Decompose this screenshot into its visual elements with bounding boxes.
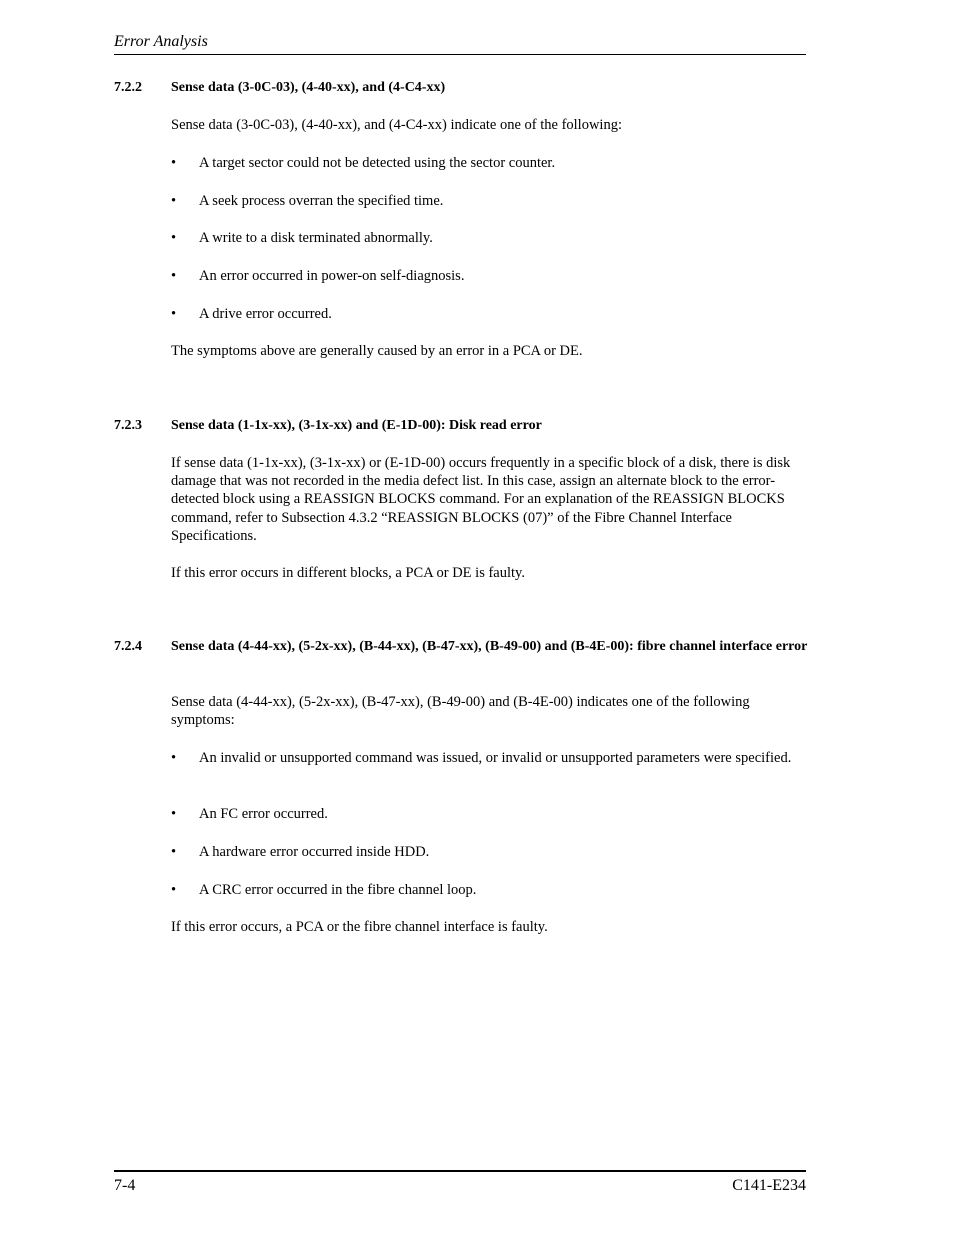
list-item — [171, 805, 805, 823]
bullet-glyph: • — [171, 193, 177, 209]
bullet-glyph: • — [171, 268, 177, 284]
list-item — [171, 154, 805, 172]
list-item — [171, 881, 805, 899]
section-closing: The symptoms above are generally caused by an error in a PCA or DE. — [171, 343, 583, 359]
section-paragraph: If sense data (1-1x-xx), (3-1x-xx) or (E-1D-00) occurs frequently in a specific block of a disk, there is disk damage that was not recorded in the media defect list. In this case, assign an alternate block to the error-detected block using a REASSIGN BLOCKS command. For an explanation of the REASSIGN BLOCKS command, refer to Subsection 4.3.2 “REASSIGN BLOCKS (07)” of the Fibre Channel Interface Specifications. — [171, 455, 791, 544]
list-item — [171, 749, 805, 767]
list-item-text: A drive error occurred. — [199, 306, 332, 322]
bullet-glyph: • — [171, 750, 177, 766]
section-title: Sense data (4-44-xx), (5-2x-xx), (B-44-xx), (B-47-xx), (B-49-00) and (B-4E-00): fibre channel interface error — [171, 639, 808, 654]
list-item — [171, 229, 805, 247]
document-id: C141-E234 — [732, 1177, 806, 1194]
list-item — [171, 267, 805, 285]
list-item-text: An FC error occurred. — [199, 806, 328, 822]
header-rule — [114, 54, 806, 55]
list-item-text: A target sector could not be detected using the sector counter. — [199, 155, 556, 171]
section-intro: Sense data (3-0C-03), (4-40-xx), and (4-C4-xx) indicate one of the following: — [171, 117, 622, 133]
list-item — [171, 305, 805, 323]
section-paragraph: If this error occurs in different blocks, a PCA or DE is faulty. — [171, 565, 525, 581]
list-item-text: A hardware error occurred inside HDD. — [199, 844, 430, 860]
list-item-text: A write to a disk terminated abnormally. — [199, 230, 433, 246]
section-number: 7.2.3 — [114, 418, 142, 433]
bullet-glyph: • — [171, 230, 177, 246]
bullet-glyph: • — [171, 306, 177, 322]
bullet-glyph: • — [171, 844, 177, 860]
section-title: Sense data (1-1x-xx), (3-1x-xx) and (E-1D-00): Disk read error — [171, 418, 542, 433]
section-number: 7.2.4 — [114, 639, 142, 654]
list-item — [171, 192, 805, 210]
running-header: Error Analysis — [114, 33, 208, 50]
bullet-glyph: • — [171, 155, 177, 171]
section-closing: If this error occurs, a PCA or the fibre channel interface is faulty. — [171, 919, 548, 935]
page-number: 7-4 — [114, 1177, 136, 1194]
section-intro: Sense data (4-44-xx), (5-2x-xx), (B-47-xx), (B-49-00) and (B-4E-00) indicates one of the following symptoms: — [171, 694, 750, 729]
list-item-text: A seek process overran the specified time. — [199, 193, 444, 209]
list-item-text: An error occurred in power-on self-diagnosis. — [199, 268, 465, 284]
list-item — [171, 843, 805, 861]
section-number: 7.2.2 — [114, 80, 142, 95]
footer-rule — [114, 1170, 806, 1172]
section-title: Sense data (3-0C-03), (4-40-xx), and (4-C4-xx) — [171, 80, 446, 95]
list-item-text: An invalid or unsupported command was issued, or invalid or unsupported parameters were specified. — [199, 750, 792, 766]
bullet-glyph: • — [171, 882, 177, 898]
bullet-glyph: • — [171, 806, 177, 822]
list-item-text: A CRC error occurred in the fibre channel loop. — [199, 882, 477, 898]
